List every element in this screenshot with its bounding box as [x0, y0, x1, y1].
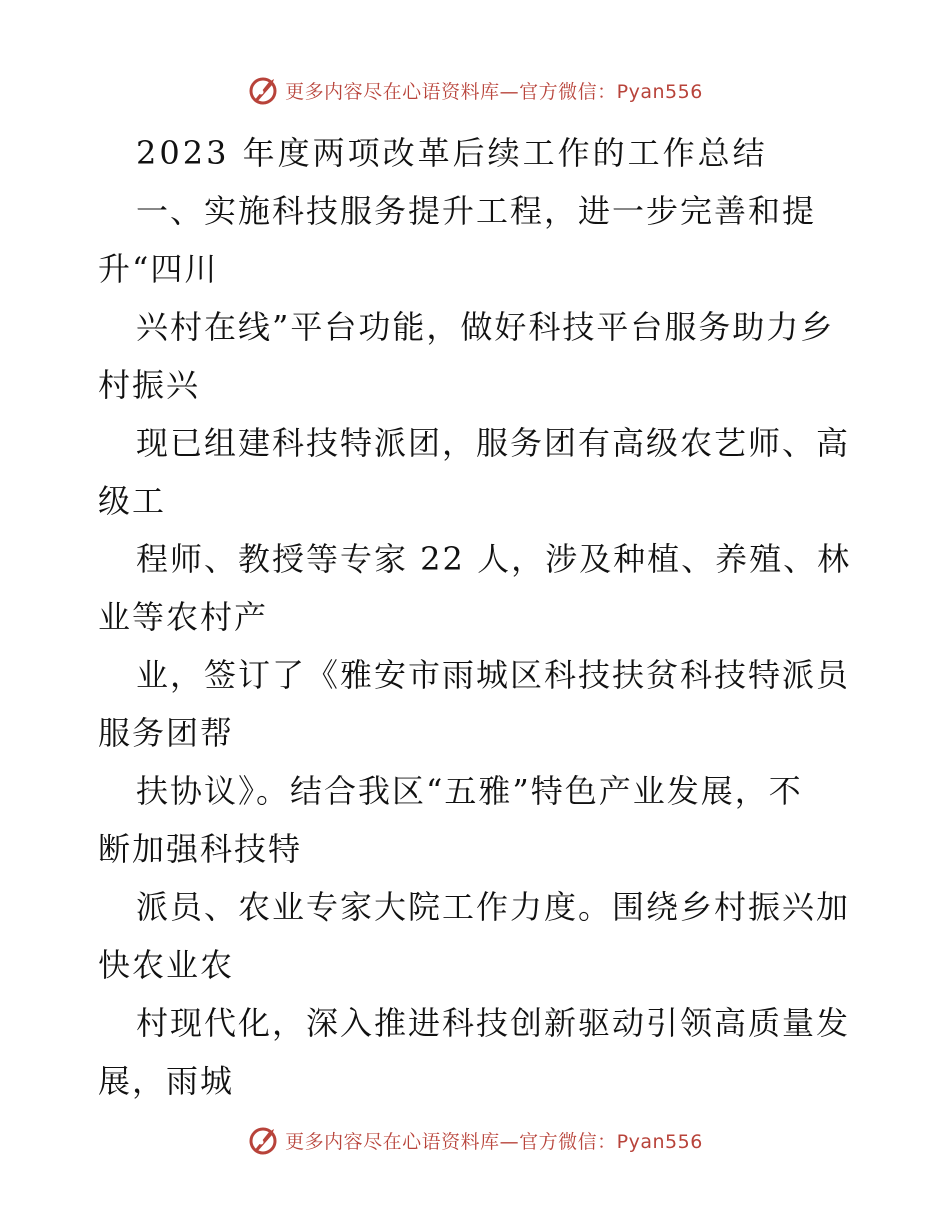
text-line: 扶协议》。结合我区“五雅”特色产业发展，不	[136, 772, 803, 810]
pen-logo-icon	[247, 74, 279, 106]
header-banner	[0, 70, 950, 110]
text-line: 兴村在线”平台功能，做好科技平台服务助力乡	[136, 308, 835, 346]
text-line: 村振兴	[98, 366, 201, 404]
text-line: 展，雨城	[98, 1062, 235, 1100]
text-line: 升“四川	[98, 250, 219, 288]
text-line: 派员、农业专家大院工作力度。围绕乡村振兴加	[136, 888, 851, 926]
header-banner-text: 更多内容尽在心语资料库—官方微信：Pyan556	[285, 80, 703, 103]
text-line: 现已组建科技特派团，服务团有高级农艺师、高	[136, 424, 851, 462]
document-title: 2023 年度两项改革后续工作的工作总结	[136, 134, 768, 172]
pen-logo-icon	[247, 1124, 279, 1156]
text-line: 村现代化，深入推进科技创新驱动引领高质量发	[136, 1004, 851, 1042]
text-line: 级工	[98, 482, 167, 520]
text-line: 一、实施科技服务提升工程，进一步完善和提	[136, 192, 817, 230]
text-line: 服务团帮	[98, 714, 235, 752]
text-line: 业，签订了《雅安市雨城区科技扶贫科技特派员	[136, 656, 851, 694]
text-line: 断加强科技特	[98, 830, 303, 868]
document-body	[98, 124, 858, 1110]
footer-banner-text: 更多内容尽在心语资料库—官方微信：Pyan556	[285, 1130, 703, 1153]
text-line: 程师、教授等专家 22 人，涉及种植、养殖、林	[136, 540, 852, 578]
footer-banner	[0, 1120, 950, 1160]
text-line: 快农业农	[98, 946, 235, 984]
text-line: 业等农村产	[98, 598, 269, 636]
